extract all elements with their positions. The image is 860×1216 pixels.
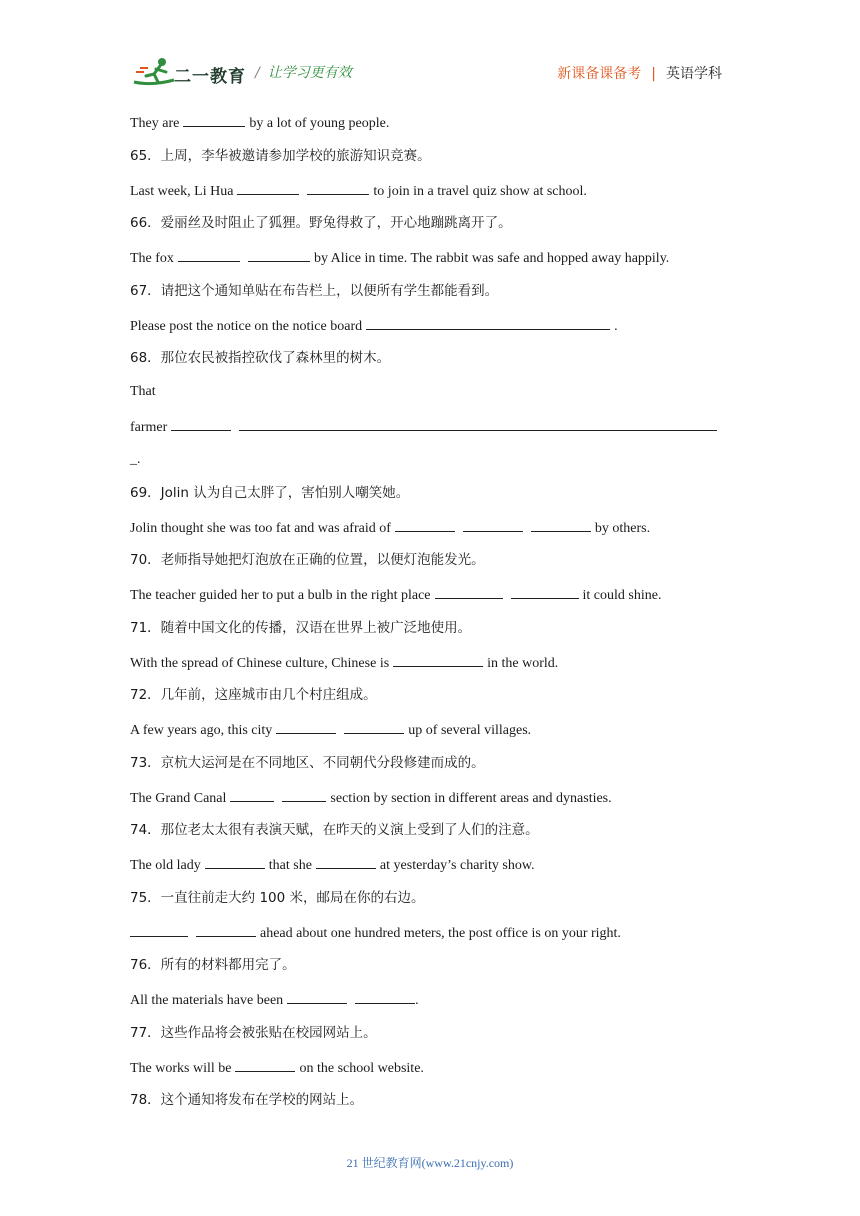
slogan-text: 让学习更有效 (267, 65, 352, 81)
question-line: Jolin thought she was too fat and was afraid of by others. (130, 517, 650, 539)
question-prompt: 69．Jolin 认为自己太胖了，害怕别人嘲笑她。 (130, 485, 410, 501)
answer-blank[interactable] (230, 787, 274, 802)
question-prompt: 74．那位老太太很有表演天赋，在昨天的义演上受到了人们的注意。 (130, 822, 539, 838)
question-line: _. (130, 452, 141, 467)
answer-blank[interactable] (178, 247, 240, 262)
answer-blank[interactable] (248, 247, 310, 262)
subject-label: 英语学科 (666, 66, 722, 82)
question-prompt: 78．这个通知将发布在学校的网站上。 (130, 1092, 364, 1108)
answer-blank[interactable] (355, 989, 415, 1004)
answer-blank[interactable] (463, 517, 523, 532)
question-line: With the spread of Chinese culture, Chinese is in the world. (130, 652, 558, 674)
question-line: The Grand Canal section by section in different areas and dynasties. (130, 787, 612, 809)
answer-blank[interactable] (393, 652, 483, 667)
answer-blank[interactable] (511, 584, 579, 599)
question-prompt: 67．请把这个通知单贴在布告栏上，以便所有学生都能看到。 (130, 283, 499, 299)
question-prompt: 71．随着中国文化的传播，汉语在世界上被广泛地使用。 (130, 620, 472, 636)
header-separator: | (651, 66, 656, 82)
answer-blank[interactable] (307, 180, 369, 195)
slogan (255, 62, 352, 82)
answer-blank[interactable] (183, 112, 245, 127)
answer-blank[interactable] (287, 989, 347, 1004)
question-line: The works will be on the school website. (130, 1057, 424, 1079)
question-prompt: 75．一直往前走大约 100 米，邮局在你的右边。 (130, 890, 425, 906)
question-line: The old lady that she at yesterday’s charity show. (130, 854, 535, 876)
answer-blank[interactable] (237, 180, 299, 195)
question-prompt: 72．几年前，这座城市由几个村庄组成。 (130, 687, 377, 703)
question-line: That (130, 384, 156, 399)
page-footer: 21 世纪教育网(www.21cnjy.com) (346, 1156, 514, 1170)
answer-blank[interactable] (435, 584, 503, 599)
question-prompt: 66．爱丽丝及时阻止了狐狸。野兔得救了，开心地蹦跳离开了。 (130, 215, 512, 231)
answer-blank[interactable] (531, 517, 591, 532)
answer-blank[interactable] (282, 787, 326, 802)
answer-blank[interactable] (205, 854, 265, 869)
question-prompt: 65．上周，李华被邀请参加学校的旅游知识竞赛。 (130, 148, 431, 164)
answer-blank[interactable] (366, 315, 610, 330)
answer-blank[interactable] (235, 1057, 295, 1072)
question-line: The teacher guided her to put a bulb in the right place it could shine. (130, 584, 661, 606)
answer-blank[interactable] (276, 719, 336, 734)
question-line: They are by a lot of young people. (130, 112, 389, 134)
answer-blank[interactable] (344, 719, 404, 734)
answer-blank[interactable] (171, 416, 231, 431)
slogan-slash: / (255, 65, 260, 81)
question-line: ahead about one hundred meters, the post office is on your right. (130, 922, 621, 944)
answer-blank[interactable] (130, 922, 188, 937)
question-prompt: 68．那位农民被指控砍伐了森林里的树木。 (130, 350, 391, 366)
answer-blank[interactable] (196, 922, 256, 937)
page-header (0, 0, 860, 100)
question-prompt: 77．这些作品将会被张贴在校园网站上。 (130, 1025, 377, 1041)
question-line: A few years ago, this city up of several villages. (130, 719, 531, 741)
question-prompt: 70．老师指导她把灯泡放在正确的位置，以便灯泡能发光。 (130, 552, 485, 568)
header-course-info (557, 63, 722, 83)
question-line: Last week, Li Hua to join in a travel quiz show at school. (130, 180, 587, 202)
question-prompt: 73．京杭大运河是在不同地区、不同朝代分段修建而成的。 (130, 755, 485, 771)
answer-blank[interactable] (239, 416, 717, 431)
answer-blank[interactable] (395, 517, 455, 532)
question-line: Please post the notice on the notice board . (130, 315, 618, 337)
question-line: farmer (130, 416, 721, 438)
answer-blank[interactable] (316, 854, 376, 869)
question-line: The fox by Alice in time. The rabbit was safe and hopped away happily. (130, 247, 669, 269)
question-prompt: 76．所有的材料都用完了。 (130, 957, 296, 973)
logo-text: 二一教育 (174, 67, 246, 87)
course-label: 新课备课备考 (557, 66, 642, 82)
question-line: All the materials have been . (130, 989, 419, 1011)
